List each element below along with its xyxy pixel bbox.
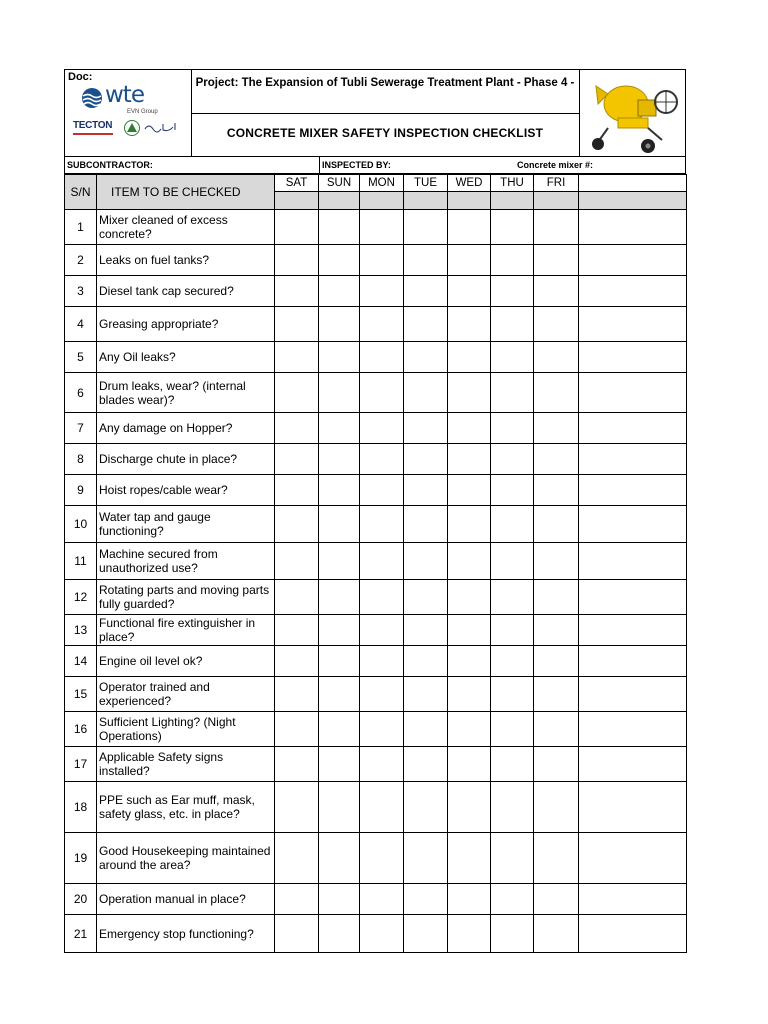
- check-cell-sat[interactable]: [275, 712, 319, 747]
- remarks-cell[interactable]: [579, 782, 687, 833]
- check-cell-fri[interactable]: [534, 413, 579, 444]
- check-cell-thu[interactable]: [491, 915, 534, 953]
- header-day-tue: TUE: [404, 175, 448, 192]
- row-item-text: Emergency stop functioning?: [97, 915, 275, 953]
- shade-cell: [491, 192, 534, 210]
- check-cell-thu[interactable]: [491, 276, 534, 307]
- check-cell-sat[interactable]: [275, 915, 319, 953]
- table-row: [65, 615, 687, 646]
- project-title: Project: The Expansion of Tubli Sewerage Treatment Plant - Phase 4 -: [195, 77, 575, 89]
- inspected-by-field[interactable]: INSPECTED BY:: [319, 157, 391, 173]
- table-row: [65, 475, 687, 506]
- row-item-text: Operator trained and experienced?: [97, 677, 275, 712]
- check-cell-sat[interactable]: [275, 677, 319, 712]
- check-cell-wed[interactable]: [448, 782, 491, 833]
- form-title: CONCRETE MIXER SAFETY INSPECTION CHECKLIST: [226, 126, 544, 140]
- check-cell-sat[interactable]: [275, 580, 319, 615]
- row-item-text: Applicable Safety signs installed?: [97, 747, 275, 782]
- check-cell-mon[interactable]: [360, 712, 404, 747]
- check-cell-wed[interactable]: [448, 413, 491, 444]
- table-header-row: [65, 175, 687, 192]
- check-cell-sun[interactable]: [319, 245, 360, 276]
- remarks-cell[interactable]: [579, 245, 687, 276]
- check-cell-sun[interactable]: [319, 342, 360, 373]
- check-cell-tue[interactable]: [404, 915, 448, 953]
- header-sn: S/N: [65, 175, 97, 210]
- table-row: [65, 245, 687, 276]
- title-box: [191, 70, 579, 156]
- table-row: [65, 833, 687, 884]
- check-cell-sat[interactable]: [275, 475, 319, 506]
- check-cell-sat[interactable]: [275, 646, 319, 677]
- check-cell-fri[interactable]: [534, 915, 579, 953]
- check-cell-tue[interactable]: [404, 677, 448, 712]
- check-cell-wed[interactable]: [448, 506, 491, 543]
- check-cell-mon[interactable]: [360, 915, 404, 953]
- check-cell-fri[interactable]: [534, 342, 579, 373]
- header-day-sun: SUN: [319, 175, 360, 192]
- check-cell-sat[interactable]: [275, 413, 319, 444]
- remarks-cell[interactable]: [579, 915, 687, 953]
- check-cell-sun[interactable]: [319, 782, 360, 833]
- remarks-cell[interactable]: [579, 580, 687, 615]
- check-cell-wed[interactable]: [448, 342, 491, 373]
- table-row: [65, 444, 687, 475]
- check-cell-thu[interactable]: [491, 543, 534, 580]
- check-cell-sun[interactable]: [319, 444, 360, 475]
- check-cell-tue[interactable]: [404, 712, 448, 747]
- check-cell-sun[interactable]: [319, 506, 360, 543]
- wte-logo-subtext: EVN Group: [127, 109, 158, 115]
- check-cell-mon[interactable]: [360, 413, 404, 444]
- document-header: [64, 69, 686, 156]
- check-cell-mon[interactable]: [360, 307, 404, 342]
- check-cell-wed[interactable]: [448, 747, 491, 782]
- check-cell-mon[interactable]: [360, 833, 404, 884]
- check-cell-sun[interactable]: [319, 677, 360, 712]
- checklist-table: [64, 174, 687, 953]
- remarks-cell[interactable]: [579, 307, 687, 342]
- check-cell-sat[interactable]: [275, 543, 319, 580]
- row-item-text: Water tap and gauge functioning?: [97, 506, 275, 543]
- row-item-text: Hoist ropes/cable wear?: [97, 475, 275, 506]
- remarks-cell[interactable]: [579, 373, 687, 413]
- check-cell-sun[interactable]: [319, 915, 360, 953]
- check-cell-wed[interactable]: [448, 444, 491, 475]
- check-cell-tue[interactable]: [404, 413, 448, 444]
- row-item-text: Operation manual in place?: [97, 884, 275, 915]
- row-sn: 7: [65, 413, 97, 444]
- check-cell-wed[interactable]: [448, 373, 491, 413]
- row-sn: 10: [65, 506, 97, 543]
- check-cell-tue[interactable]: [404, 475, 448, 506]
- check-cell-thu[interactable]: [491, 307, 534, 342]
- check-cell-fri[interactable]: [534, 373, 579, 413]
- check-cell-fri[interactable]: [534, 615, 579, 646]
- concrete-mixer-icon: [588, 74, 680, 154]
- check-cell-mon[interactable]: [360, 245, 404, 276]
- check-cell-thu[interactable]: [491, 782, 534, 833]
- row-sn: 9: [65, 475, 97, 506]
- row-sn: 2: [65, 245, 97, 276]
- row-sn: 8: [65, 444, 97, 475]
- row-item-text: Machine secured from unauthorized use?: [97, 543, 275, 580]
- check-cell-tue[interactable]: [404, 373, 448, 413]
- check-cell-fri[interactable]: [534, 475, 579, 506]
- remarks-cell[interactable]: [579, 677, 687, 712]
- table-row: [65, 747, 687, 782]
- header-remarks: [579, 175, 687, 192]
- table-row: [65, 580, 687, 615]
- row-item-text: Engine oil level ok?: [97, 646, 275, 677]
- check-cell-mon[interactable]: [360, 373, 404, 413]
- check-cell-sat[interactable]: [275, 782, 319, 833]
- row-item-text: Discharge chute in place?: [97, 444, 275, 475]
- wte-logo-text: wte: [105, 82, 144, 108]
- check-cell-wed[interactable]: [448, 833, 491, 884]
- check-cell-sat[interactable]: [275, 245, 319, 276]
- table-row: [65, 915, 687, 953]
- check-cell-tue[interactable]: [404, 245, 448, 276]
- check-cell-sun[interactable]: [319, 884, 360, 915]
- check-cell-mon[interactable]: [360, 475, 404, 506]
- row-sn: 15: [65, 677, 97, 712]
- check-cell-wed[interactable]: [448, 245, 491, 276]
- check-cell-sat[interactable]: [275, 373, 319, 413]
- check-cell-thu[interactable]: [491, 615, 534, 646]
- check-cell-sat[interactable]: [275, 276, 319, 307]
- header-day-thu: THU: [491, 175, 534, 192]
- check-cell-fri[interactable]: [534, 833, 579, 884]
- remarks-cell[interactable]: [579, 276, 687, 307]
- check-cell-thu[interactable]: [491, 245, 534, 276]
- check-cell-sat[interactable]: [275, 210, 319, 245]
- check-cell-fri[interactable]: [534, 307, 579, 342]
- check-cell-sat[interactable]: [275, 747, 319, 782]
- remarks-cell[interactable]: [579, 210, 687, 245]
- remarks-cell[interactable]: [579, 747, 687, 782]
- check-cell-wed[interactable]: [448, 543, 491, 580]
- check-cell-sun[interactable]: [319, 210, 360, 245]
- check-cell-tue[interactable]: [404, 884, 448, 915]
- check-cell-thu[interactable]: [491, 506, 534, 543]
- row-item-text: Sufficient Lighting? (Night Operations): [97, 712, 275, 747]
- check-cell-tue[interactable]: [404, 782, 448, 833]
- shade-cell: [275, 192, 319, 210]
- check-cell-wed[interactable]: [448, 712, 491, 747]
- row-item-text: Any damage on Hopper?: [97, 413, 275, 444]
- check-cell-fri[interactable]: [534, 712, 579, 747]
- check-cell-tue[interactable]: [404, 342, 448, 373]
- check-cell-tue[interactable]: [404, 646, 448, 677]
- check-cell-fri[interactable]: [534, 747, 579, 782]
- table-row: [65, 342, 687, 373]
- subcontractor-field[interactable]: SUBCONTRACTOR:: [67, 160, 153, 170]
- check-cell-thu[interactable]: [491, 712, 534, 747]
- check-cell-thu[interactable]: [491, 747, 534, 782]
- row-sn: 17: [65, 747, 97, 782]
- check-cell-sun[interactable]: [319, 580, 360, 615]
- check-cell-mon[interactable]: [360, 342, 404, 373]
- wte-logo: [81, 84, 181, 114]
- row-sn: 4: [65, 307, 97, 342]
- check-cell-mon[interactable]: [360, 444, 404, 475]
- check-cell-sun[interactable]: [319, 615, 360, 646]
- arabic-script-logo-icon: [143, 121, 179, 133]
- table-row: [65, 677, 687, 712]
- header-day-fri: FRI: [534, 175, 579, 192]
- check-cell-sun[interactable]: [319, 276, 360, 307]
- remarks-cell[interactable]: [579, 615, 687, 646]
- check-cell-fri[interactable]: [534, 543, 579, 580]
- check-cell-tue[interactable]: [404, 276, 448, 307]
- check-cell-sun[interactable]: [319, 833, 360, 884]
- remarks-cell[interactable]: [579, 475, 687, 506]
- check-cell-sun[interactable]: [319, 543, 360, 580]
- check-cell-sat[interactable]: [275, 615, 319, 646]
- check-cell-fri[interactable]: [534, 245, 579, 276]
- check-cell-fri[interactable]: [534, 884, 579, 915]
- check-cell-tue[interactable]: [404, 833, 448, 884]
- check-cell-tue[interactable]: [404, 747, 448, 782]
- remarks-cell[interactable]: [579, 884, 687, 915]
- check-cell-fri[interactable]: [534, 677, 579, 712]
- table-row: [65, 543, 687, 580]
- check-cell-wed[interactable]: [448, 677, 491, 712]
- table-row: [65, 646, 687, 677]
- row-sn: 19: [65, 833, 97, 884]
- check-cell-thu[interactable]: [491, 210, 534, 245]
- shade-cell: [579, 192, 687, 210]
- check-cell-mon[interactable]: [360, 782, 404, 833]
- checklist-sheet: [64, 69, 686, 953]
- check-cell-thu[interactable]: [491, 373, 534, 413]
- mixer-image-box: [579, 70, 688, 156]
- check-cell-sun[interactable]: [319, 307, 360, 342]
- check-cell-mon[interactable]: [360, 646, 404, 677]
- title-divider: [191, 113, 579, 114]
- check-cell-thu[interactable]: [491, 444, 534, 475]
- row-sn: 16: [65, 712, 97, 747]
- table-row: [65, 782, 687, 833]
- row-sn: 11: [65, 543, 97, 580]
- row-sn: 14: [65, 646, 97, 677]
- check-cell-thu[interactable]: [491, 580, 534, 615]
- check-cell-mon[interactable]: [360, 580, 404, 615]
- check-cell-sun[interactable]: [319, 712, 360, 747]
- check-cell-sat[interactable]: [275, 884, 319, 915]
- header-item: ITEM TO BE CHECKED: [97, 175, 275, 210]
- check-cell-tue[interactable]: [404, 543, 448, 580]
- header-day-wed: WED: [448, 175, 491, 192]
- table-row: [65, 506, 687, 543]
- check-cell-thu[interactable]: [491, 833, 534, 884]
- wte-waves-icon: [81, 87, 103, 109]
- mixer-number-field[interactable]: Concrete mixer #:: [517, 160, 594, 170]
- check-cell-thu[interactable]: [491, 677, 534, 712]
- check-cell-thu[interactable]: [491, 342, 534, 373]
- check-cell-tue[interactable]: [404, 506, 448, 543]
- check-cell-sun[interactable]: [319, 747, 360, 782]
- check-cell-fri[interactable]: [534, 782, 579, 833]
- check-cell-wed[interactable]: [448, 615, 491, 646]
- check-cell-mon[interactable]: [360, 677, 404, 712]
- shade-cell: [360, 192, 404, 210]
- row-sn: 21: [65, 915, 97, 953]
- row-item-text: Greasing appropriate?: [97, 307, 275, 342]
- row-item-text: Functional fire extinguisher in place?: [97, 615, 275, 646]
- info-row: [64, 156, 686, 174]
- tecton-logo-text: TECTON: [73, 120, 113, 131]
- check-cell-fri[interactable]: [534, 210, 579, 245]
- table-row: [65, 276, 687, 307]
- row-item-text: Mixer cleaned of excess concrete?: [97, 210, 275, 245]
- check-cell-mon[interactable]: [360, 210, 404, 245]
- remarks-cell[interactable]: [579, 833, 687, 884]
- logo-box: [65, 70, 192, 156]
- row-item-text: Diesel tank cap secured?: [97, 276, 275, 307]
- table-row: [65, 712, 687, 747]
- row-sn: 1: [65, 210, 97, 245]
- check-cell-wed[interactable]: [448, 307, 491, 342]
- shade-cell: [448, 192, 491, 210]
- row-sn: 6: [65, 373, 97, 413]
- table-row: [65, 413, 687, 444]
- shade-cell: [404, 192, 448, 210]
- check-cell-wed[interactable]: [448, 646, 491, 677]
- row-sn: 18: [65, 782, 97, 833]
- check-cell-fri[interactable]: [534, 444, 579, 475]
- check-cell-thu[interactable]: [491, 475, 534, 506]
- check-cell-wed[interactable]: [448, 915, 491, 953]
- check-cell-sat[interactable]: [275, 307, 319, 342]
- check-cell-mon[interactable]: [360, 276, 404, 307]
- check-cell-sat[interactable]: [275, 342, 319, 373]
- table-row: [65, 210, 687, 245]
- row-sn: 5: [65, 342, 97, 373]
- check-cell-tue[interactable]: [404, 307, 448, 342]
- check-cell-mon[interactable]: [360, 615, 404, 646]
- check-cell-mon[interactable]: [360, 543, 404, 580]
- remarks-cell[interactable]: [579, 646, 687, 677]
- table-row: [65, 307, 687, 342]
- check-cell-wed[interactable]: [448, 475, 491, 506]
- check-cell-thu[interactable]: [491, 413, 534, 444]
- check-cell-tue[interactable]: [404, 444, 448, 475]
- table-row: [65, 373, 687, 413]
- header-day-sat: SAT: [275, 175, 319, 192]
- remarks-cell[interactable]: [579, 444, 687, 475]
- check-cell-tue[interactable]: [404, 615, 448, 646]
- check-cell-sun[interactable]: [319, 413, 360, 444]
- check-cell-tue[interactable]: [404, 580, 448, 615]
- row-sn: 20: [65, 884, 97, 915]
- remarks-cell[interactable]: [579, 506, 687, 543]
- check-cell-fri[interactable]: [534, 646, 579, 677]
- check-cell-wed[interactable]: [448, 210, 491, 245]
- remarks-cell[interactable]: [579, 413, 687, 444]
- check-cell-sat[interactable]: [275, 506, 319, 543]
- table-row: [65, 884, 687, 915]
- shade-cell: [534, 192, 579, 210]
- check-cell-sat[interactable]: [275, 833, 319, 884]
- doc-label: Doc:: [68, 71, 93, 83]
- tecton-underline: [73, 133, 113, 135]
- check-cell-sun[interactable]: [319, 646, 360, 677]
- check-cell-thu[interactable]: [491, 646, 534, 677]
- row-sn: 3: [65, 276, 97, 307]
- row-sn: 13: [65, 615, 97, 646]
- row-item-text: Rotating parts and moving parts fully guarded?: [97, 580, 275, 615]
- check-cell-thu[interactable]: [491, 884, 534, 915]
- shade-cell: [319, 192, 360, 210]
- check-cell-sun[interactable]: [319, 373, 360, 413]
- check-cell-tue[interactable]: [404, 210, 448, 245]
- row-sn: 12: [65, 580, 97, 615]
- check-cell-wed[interactable]: [448, 580, 491, 615]
- check-cell-mon[interactable]: [360, 747, 404, 782]
- check-cell-wed[interactable]: [448, 276, 491, 307]
- remarks-cell[interactable]: [579, 712, 687, 747]
- row-item-text: Drum leaks, wear? (internal blades wear)?: [97, 373, 275, 413]
- check-cell-mon[interactable]: [360, 506, 404, 543]
- triangle-logo-icon: [123, 120, 141, 136]
- check-cell-mon[interactable]: [360, 884, 404, 915]
- remarks-cell[interactable]: [579, 342, 687, 373]
- row-item-text: Any Oil leaks?: [97, 342, 275, 373]
- check-cell-sun[interactable]: [319, 475, 360, 506]
- check-cell-wed[interactable]: [448, 884, 491, 915]
- check-cell-fri[interactable]: [534, 506, 579, 543]
- row-item-text: Good Housekeeping maintained around the area?: [97, 833, 275, 884]
- check-cell-fri[interactable]: [534, 276, 579, 307]
- check-cell-sat[interactable]: [275, 444, 319, 475]
- header-day-mon: MON: [360, 175, 404, 192]
- row-item-text: Leaks on fuel tanks?: [97, 245, 275, 276]
- check-cell-fri[interactable]: [534, 580, 579, 615]
- row-item-text: PPE such as Ear muff, mask, safety glass, etc. in place?: [97, 782, 275, 833]
- remarks-cell[interactable]: [579, 543, 687, 580]
